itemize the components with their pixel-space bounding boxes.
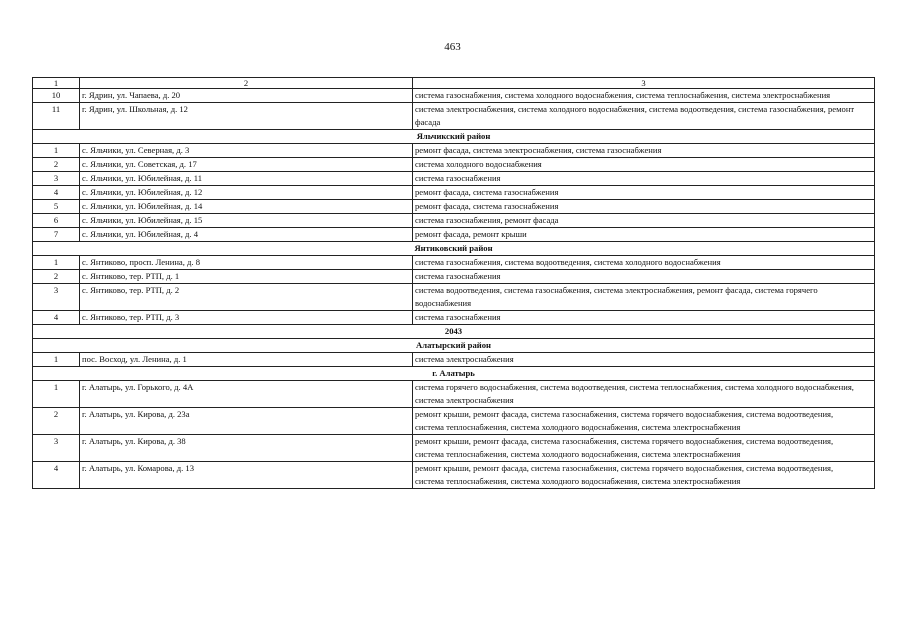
row-number: 1 [33, 256, 80, 270]
table-row [33, 186, 875, 200]
section-row [33, 130, 875, 144]
row-number: 2 [33, 408, 80, 435]
row-address: с. Яльчики, ул. Юбилейная, д. 11 [80, 172, 413, 186]
table-row [33, 228, 875, 242]
row-address: пос. Восход, ул. Ленина, д. 1 [80, 353, 413, 367]
table-row [33, 381, 875, 408]
row-address: с. Янтиково, просп. Ленина, д. 8 [80, 256, 413, 270]
table-row [33, 311, 875, 325]
row-number: 6 [33, 214, 80, 228]
row-works: ремонт фасада, система электроснабжения, система газоснабжения [413, 144, 875, 158]
row-works: ремонт фасада, система газоснабжения [413, 186, 875, 200]
table-row [33, 256, 875, 270]
row-works: ремонт фасада, система газоснабжения [413, 200, 875, 214]
row-number: 4 [33, 186, 80, 200]
row-number: 3 [33, 284, 80, 311]
row-works: система газоснабжения [413, 172, 875, 186]
table-row [33, 284, 875, 311]
table-row [33, 144, 875, 158]
row-works: система газоснабжения, ремонт фасада [413, 214, 875, 228]
section-row [33, 339, 875, 353]
row-number: 1 [33, 144, 80, 158]
row-address: с. Яльчики, ул. Юбилейная, д. 12 [80, 186, 413, 200]
row-works: система электроснабжения [413, 353, 875, 367]
row-works: ремонт крыши, ремонт фасада, система газоснабжения, система горячего водоснабжения, система водоотведения, система теплоснабжения, система холодного водоснабжения, система электроснабжения [413, 435, 875, 462]
row-address: с. Яльчики, ул. Юбилейная, д. 14 [80, 200, 413, 214]
section-row [33, 242, 875, 256]
table-row [33, 408, 875, 435]
table-row [33, 270, 875, 284]
row-address: с. Яльчики, ул. Юбилейная, д. 4 [80, 228, 413, 242]
row-address: с. Яльчики, ул. Советская, д. 17 [80, 158, 413, 172]
row-works: ремонт крыши, ремонт фасада, система газоснабжения, система горячего водоснабжения, система водоотведения, система теплоснабжения, система холодного водоснабжения, система электроснабжения [413, 462, 875, 489]
row-number: 3 [33, 172, 80, 186]
table-row [33, 103, 875, 130]
row-number: 4 [33, 462, 80, 489]
table-row [33, 200, 875, 214]
section-title: г. Алатырь [33, 367, 875, 381]
row-number: 1 [33, 353, 80, 367]
row-works: система газоснабжения, система водоотведения, система холодного водоснабжения [413, 256, 875, 270]
row-address: с. Яльчики, ул. Юбилейная, д. 15 [80, 214, 413, 228]
table-row [33, 158, 875, 172]
table-row [33, 435, 875, 462]
row-address: г. Алатырь, ул. Кирова, д. 38 [80, 435, 413, 462]
table-body [33, 78, 875, 489]
row-works: система водоотведения, система газоснабжения, система электроснабжения, ремонт фасада, система горячего водоснабжения [413, 284, 875, 311]
header-col-address: 2 [80, 78, 413, 89]
row-address: г. Алатырь, ул. Комарова, д. 13 [80, 462, 413, 489]
header-row [33, 78, 875, 89]
table-row [33, 89, 875, 103]
row-works: система газоснабжения, система холодного водоснабжения, система теплоснабжения, система электроснабжения [413, 89, 875, 103]
table-row [33, 172, 875, 186]
row-number: 2 [33, 270, 80, 284]
row-address: г. Алатырь, ул. Кирова, д. 23а [80, 408, 413, 435]
header-col-number: 1 [33, 78, 80, 89]
section-row [33, 325, 875, 339]
row-works: ремонт фасада, ремонт крыши [413, 228, 875, 242]
row-works: система холодного водоснабжения [413, 158, 875, 172]
section-row [33, 367, 875, 381]
row-number: 3 [33, 435, 80, 462]
row-number: 1 [33, 381, 80, 408]
section-title: Янтиковский район [33, 242, 875, 256]
section-title: Яльчикский район [33, 130, 875, 144]
row-address: с. Янтиково, тер. РТП, д. 3 [80, 311, 413, 325]
row-address: г. Ядрин, ул. Чапаева, д. 20 [80, 89, 413, 103]
row-number: 10 [33, 89, 80, 103]
table-row [33, 353, 875, 367]
row-number: 2 [33, 158, 80, 172]
row-address: г. Ядрин, ул. Школьная, д. 12 [80, 103, 413, 130]
row-number: 7 [33, 228, 80, 242]
row-works: система газоснабжения [413, 270, 875, 284]
row-number: 4 [33, 311, 80, 325]
section-title: Алатырский район [33, 339, 875, 353]
table-row [33, 214, 875, 228]
section-title: 2043 [33, 325, 875, 339]
header-col-works: 3 [413, 78, 875, 89]
row-address: с. Яльчики, ул. Северная, д. 3 [80, 144, 413, 158]
row-address: с. Янтиково, тер. РТП, д. 2 [80, 284, 413, 311]
table-row [33, 462, 875, 489]
row-address: с. Янтиково, тер. РТП, д. 1 [80, 270, 413, 284]
row-works: ремонт крыши, ремонт фасада, система газоснабжения, система горячего водоснабжения, система водоотведения, система теплоснабжения, система холодного водоснабжения, система электроснабжения [413, 408, 875, 435]
row-number: 5 [33, 200, 80, 214]
row-number: 11 [33, 103, 80, 130]
works-table [32, 77, 875, 489]
row-works: система горячего водоснабжения, система водоотведения, система теплоснабжения, система холодного водоснабжения, система электроснабжения [413, 381, 875, 408]
page-number: 463 [444, 41, 461, 53]
row-address: г. Алатырь, ул. Горького, д. 4А [80, 381, 413, 408]
row-works: система газоснабжения [413, 311, 875, 325]
row-works: система электроснабжения, система холодного водоснабжения, система водоотведения, система газоснабжения, ремонт фасада [413, 103, 875, 130]
